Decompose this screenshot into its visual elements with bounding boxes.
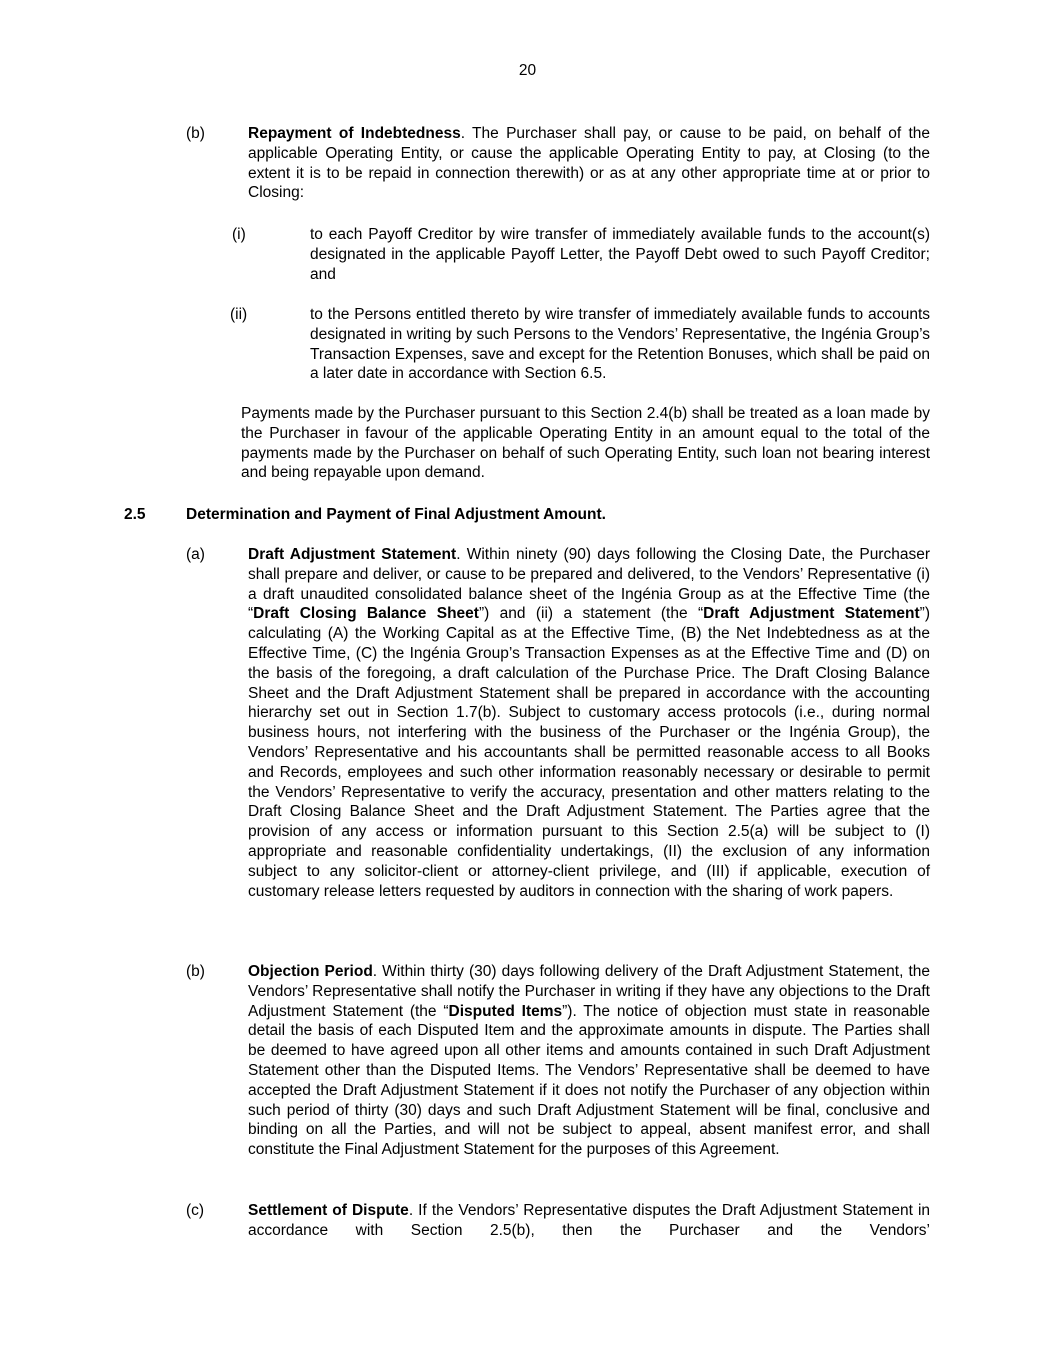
clause-2-5-b (248, 962, 930, 1160)
subclause-label: (ii) (230, 306, 248, 323)
clause-title: Settlement of Dispute (248, 1202, 409, 1219)
clause-label: (b) (186, 963, 205, 980)
clause-text: . Within thirty (30) days following delivery of the Draft Adjustment Statement, the Vendors’ Representative shall notify the Purchaser in writing if they have any objections to the Draft Adjustment Statement (the “ (248, 963, 930, 1020)
section-title: Determination and Payment of Final Adjustment Amount. (186, 506, 606, 523)
clause-text: . The Purchaser shall pay, or cause to be paid, on behalf of the applicable Operating Entity, or cause the applicable Operating Entity to pay, at Closing (to the extent it is to be repaid in connection therewith) or as at any other appropriate time at or prior to Closing: (248, 125, 930, 202)
clause-label: (c) (186, 1202, 205, 1219)
clause-2-5-c (248, 1201, 930, 1241)
clause-2-4-b (248, 124, 930, 203)
closing-paragraph: Payments made by the Purchaser pursuant to this Section 2.4(b) shall be treated as a loan made by the Purchaser in favour of the applicable Operating Entity in an amount equal to the total of the payments made by the Purchaser on behalf of such Operating Entity, such loan not bearing interest and being repayable upon demand. (241, 405, 930, 482)
page-number: 20 (518, 62, 537, 79)
clause-label: (b) (186, 125, 205, 142)
clause-text: ”). The notice of objection must state in reasonable detail the basis of each Disputed Item and the approximate amounts in dispute. The Parties shall be deemed to have agreed upon all other items and amounts contained in such Draft Adjustment Statement other than the Disputed Items. The Vendors’ Representative shall be deemed to have accepted the Draft Adjustment Statement if it does not notify the Purchaser of any objection within such period of thirty (30) days and such Draft Adjustment Statement will be final, conclusive and binding on all the Parties, and will not be subject to appeal, absent manifest error, and shall constitute the Final Adjustment Statement for the purposes of this Agreement. (248, 1002, 931, 1159)
defined-term: Draft Adjustment Statement (703, 605, 920, 623)
clause-label: (a) (186, 546, 205, 563)
defined-term: Draft Closing Balance Sheet (253, 605, 479, 623)
clause-title: Draft Adjustment Statement (248, 546, 457, 563)
clause-2-5-a (248, 545, 930, 901)
clause-text: . If the Vendors’ Representative disputes the Draft Adjustment Statement in accordance with Section 2.5(b), then the Purchaser and the Vendors’ (248, 1202, 931, 1239)
clause-text: ”) and (ii) a statement (the “ (478, 605, 704, 623)
defined-term: Disputed Items (448, 1002, 563, 1020)
subclause-ii: to the Persons entitled thereto by wire transfer of immediately available funds to accounts designated in writing by such Persons to the Vendors’ Representative, the Ingénia Group’s Transaction Expenses, save and except for the Retention Bonuses, which shall be paid on a later date in accordance with Section 6.5. (310, 306, 930, 383)
section-number: 2.5 (124, 506, 146, 523)
clause-title: Objection Period (248, 963, 373, 980)
clause-title: Repayment of Indebtedness (248, 125, 461, 142)
subclause-i: to each Payoff Creditor by wire transfer of immediately available funds to the account(s) designated in the applicable Payoff Letter, the Payoff Debt owed to such Payoff Creditor; and (310, 226, 930, 283)
clause-text: . Within ninety (90) days following the Closing Date, the Purchaser shall prepare and deliver, or cause to be prepared and delivered, to the Vendors’ Representative (i) a draft unaudited consolidated balance sheet of the Ingénia Group as at the Effective Time (the “ (248, 546, 930, 623)
clause-text: ”) calculating (A) the Working Capital as at the Effective Time, (B) the Net Indebtedness as at the Effective Time, (C) the Ingénia Group’s Transaction Expenses as at the Effective Time and (D) on the basis of the foregoing, a draft calculation of the Purchase Price. The Draft Closing Balance Sheet and the Draft Adjustment Statement shall be prepared in accordance with the accounting hierarchy set out in Section 1.7(b). Subject to customary access protocols (i.e., during normal business hours, not interfering with the business of the Purchaser or the Ingénia Group), the Vendors’ Representative and his accountants shall be permitted reasonable access to all Books and Records, employees and such other information reasonably necessary or desirable to permit the Vendors’ Representative to verify the accuracy, presentation and other matters relating to the Draft Closing Balance Sheet and the Draft Adjustment Statement. The Parties agree that the provision of any access or information pursuant to this Section 2.5(a) will be subject to (I) appropriate and reasonable confidentiality undertakings, (II) the exclusion of any information subject to any solicitor-client or attorney-client privilege, and (III) if applicable, execution of customary release letters requested by auditors in connection with the sharing of work papers. (248, 605, 930, 900)
subclause-label: (i) (232, 226, 246, 243)
